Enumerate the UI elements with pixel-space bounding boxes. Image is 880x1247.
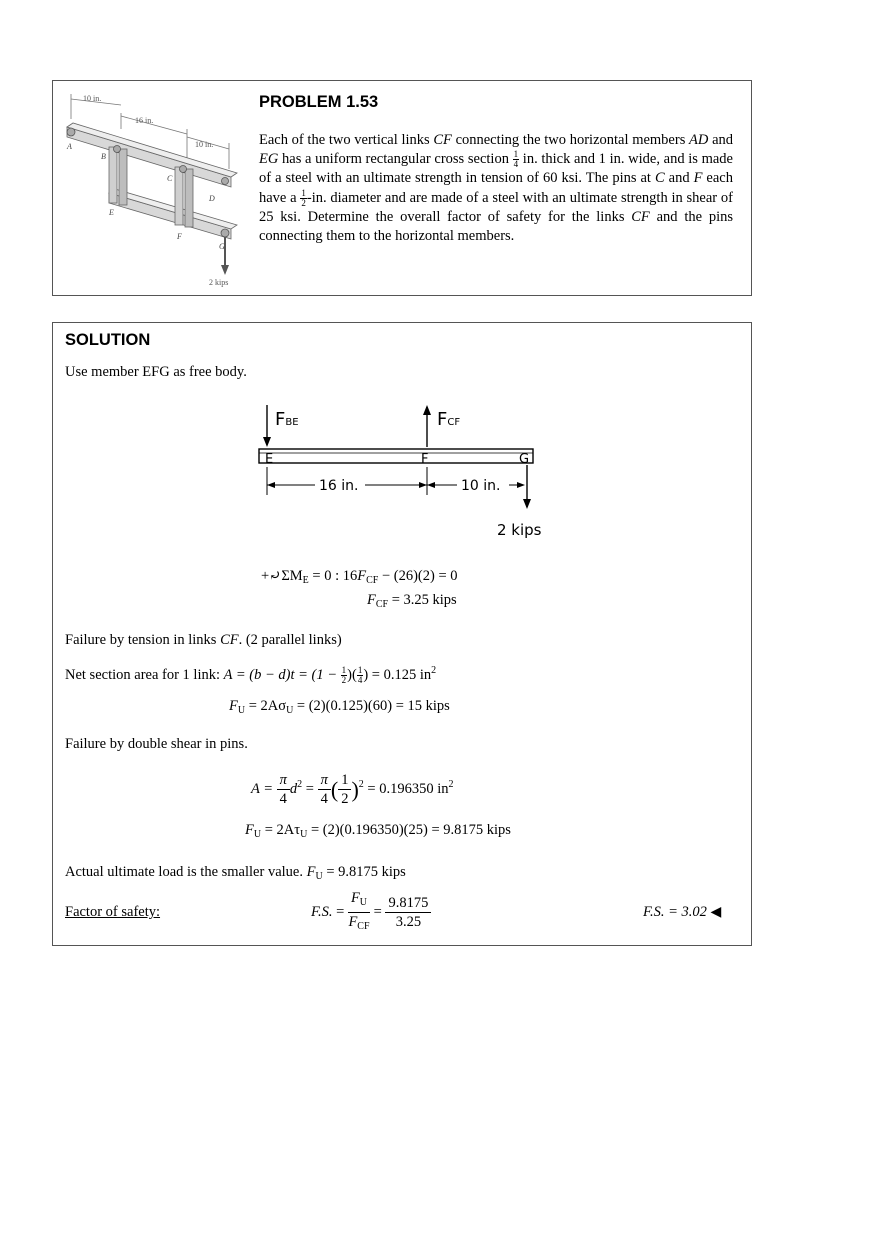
- fig-load: 2 kips: [209, 278, 229, 287]
- fbd-beam: [259, 449, 533, 463]
- solution-intro: Use member EFG as free body.: [65, 364, 247, 380]
- fig-label-g: G: [219, 242, 225, 251]
- ccw-moment-icon: +⤾: [261, 568, 282, 584]
- fig-label-d: D: [209, 194, 215, 203]
- fig-dim-16: 16 in.: [135, 116, 154, 125]
- fbd-f-be: FBE: [275, 409, 299, 430]
- fig-label-c: C: [167, 174, 173, 183]
- fbd-label-g: G: [519, 452, 530, 467]
- pin-area-equation: A = $\frac{\pi}{4}$ $d^2$ = $\frac{\pi}{4}$ ( $\frac{1}{2}$ )$^2$ = 0.196350 $in^2$: [251, 772, 454, 807]
- fu-shear-equation: $F_U = 2A\tau_U = (2)(0.196350)(25) = 9.8175$ kips: [245, 822, 511, 840]
- fcf-result: $F_{CF} = 3.25$ kips: [367, 592, 457, 610]
- tension-heading: Failure by tension in links CF. (2 parallel links): [65, 632, 342, 648]
- fbd-dim-10: 10 in.: [461, 478, 501, 494]
- answer-marker-icon: ◀: [710, 905, 722, 920]
- shear-heading: Failure by double shear in pins.: [65, 736, 248, 752]
- moment-equation: $+⤾\Sigma M_E = 0$ : $16F_{CF} - (26)(2) = 0$: [261, 568, 458, 586]
- fig-label-a: A: [67, 142, 72, 151]
- fig-label-b: B: [101, 152, 106, 161]
- net-area-equation: Net section area for 1 link: A = (b − d)t = (1 − $\frac{1}{2}$ )( $\frac{1}{4}$ ) = 0.125 $in^2$: [65, 665, 437, 686]
- fig-dim-10b: 10 in.: [195, 140, 214, 149]
- fbd-label-f: F: [421, 452, 429, 467]
- problem-figure: [59, 89, 239, 289]
- solution-title: SOLUTION: [65, 331, 151, 349]
- fig-label-e: E: [109, 208, 114, 217]
- problem-box: [52, 80, 752, 296]
- solution-box: [52, 322, 752, 946]
- fbd-f-cf: FCF: [437, 409, 461, 430]
- fraction-quarter: $\frac{1}{4}$: [513, 149, 519, 170]
- fig-dim-10a: 10 in.: [83, 94, 102, 103]
- problem-statement: Each of the two vertical links CF connecting the two horizontal members AD and EG has a uniform rectangular cross section $\frac{1}{4}$ in. thick and 1 in. wide, and is made of a steel with an ultimate strength in tension of 60 ksi. The pins at C and F each have a $\frac{1}{2}$ -in. diameter and are made of a steel with an ultimate strength in shear of 25 ksi. Determine the overall factor of safety for the links CF and the pins connecting them to the horizontal members.: [259, 132, 734, 245]
- fu-tension-equation: $F_U = 2A\sigma_U = (2)(0.125)(60) = 15$ kips: [229, 698, 450, 716]
- fig-label-f: F: [177, 232, 182, 241]
- fbd-dim-16: 16 in.: [319, 478, 359, 494]
- actual-ultimate-load: Actual ultimate load is the smaller value. $F_U = 9.8175$ kips: [65, 864, 406, 882]
- fos-label: Factor of safety:: [65, 904, 161, 920]
- fos-equation: F.S. = $F_U$ $F_{CF}$ = $\frac{9.8175}{3.25}$: [311, 889, 431, 936]
- free-body-diagram: [253, 403, 553, 543]
- fraction-half: $\frac{1}{2}$: [301, 187, 306, 208]
- problem-title: PROBLEM 1.53: [259, 93, 379, 111]
- fos-result: F.S. = 3.02 ◀: [643, 904, 722, 920]
- fbd-load: 2 kips: [497, 521, 542, 539]
- fbd-label-e: E: [265, 452, 274, 467]
